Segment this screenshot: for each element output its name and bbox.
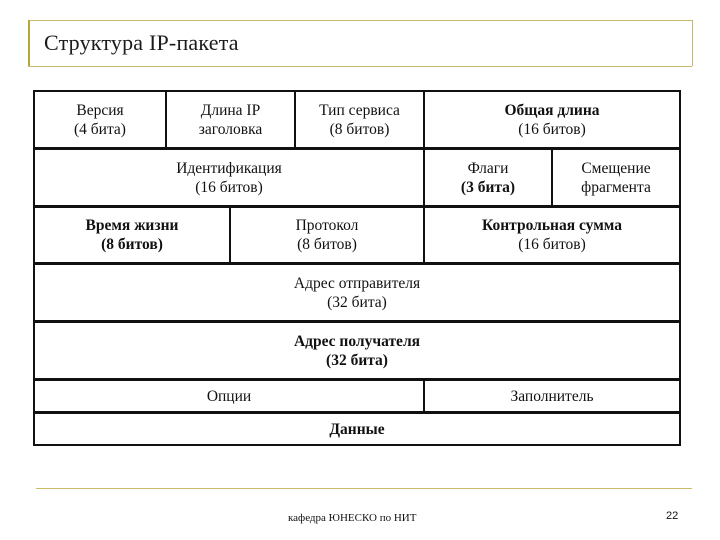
field-size: (4 бита) [74, 120, 126, 138]
field-name: Протокол [295, 217, 359, 234]
field-size: (32 бита) [327, 293, 387, 311]
field-size: фрагмента [581, 178, 651, 196]
field-size: (16 битов) [518, 236, 586, 253]
field-size: заголовка [198, 120, 263, 138]
title-frame-left [28, 20, 30, 66]
field-total-length [425, 92, 679, 147]
field-name: Адрес отправителя [293, 274, 421, 292]
field-header-length [167, 92, 294, 147]
page-number: 22 [666, 510, 679, 522]
field-checksum [425, 208, 679, 262]
footer-divider [36, 488, 692, 489]
field-name: Опции [206, 387, 252, 405]
field-data [35, 414, 679, 444]
field-time-to-live [35, 208, 229, 262]
field-size: (16 битов) [195, 178, 263, 196]
field-size: (16 битов) [518, 120, 586, 138]
field-name: Данные [329, 420, 385, 438]
field-name: Общая длина [504, 101, 600, 119]
field-size: (32 бита) [326, 351, 388, 369]
field-name: Длина IP [200, 101, 261, 119]
field-name: Идентификация [176, 159, 282, 177]
field-source-address [35, 265, 679, 320]
title-frame-right [692, 20, 693, 66]
title-frame-bottom [28, 66, 692, 67]
ip-packet-diagram [33, 90, 681, 446]
slide-title: Структура IP-пакета [44, 30, 239, 55]
field-flags [425, 150, 551, 205]
field-destination-address [35, 323, 679, 378]
field-name: Время жизни [85, 217, 179, 234]
field-protocol [231, 208, 423, 262]
field-size: (3 бита) [460, 178, 516, 196]
field-name: Контрольная сумма [482, 217, 622, 234]
field-size: (8 битов) [297, 236, 357, 253]
field-padding [425, 381, 679, 411]
field-service-type [296, 92, 423, 147]
field-name: Смещение [581, 159, 651, 177]
field-options [35, 381, 423, 411]
field-identification [35, 150, 423, 205]
field-fragment-offset [553, 150, 679, 205]
field-name: Флаги [467, 159, 509, 177]
title-frame-top [28, 20, 692, 21]
field-size: (8 битов) [101, 236, 163, 253]
field-name: Тип сервиса [319, 101, 400, 119]
field-name: Заполнитель [510, 387, 594, 405]
field-name: Версия [76, 101, 124, 119]
field-name: Адрес получателя [293, 332, 421, 350]
footer-caption: кафедра ЮНЕСКО по НИТ [288, 512, 417, 524]
field-size: (8 битов) [329, 120, 390, 138]
field-version [35, 92, 165, 147]
